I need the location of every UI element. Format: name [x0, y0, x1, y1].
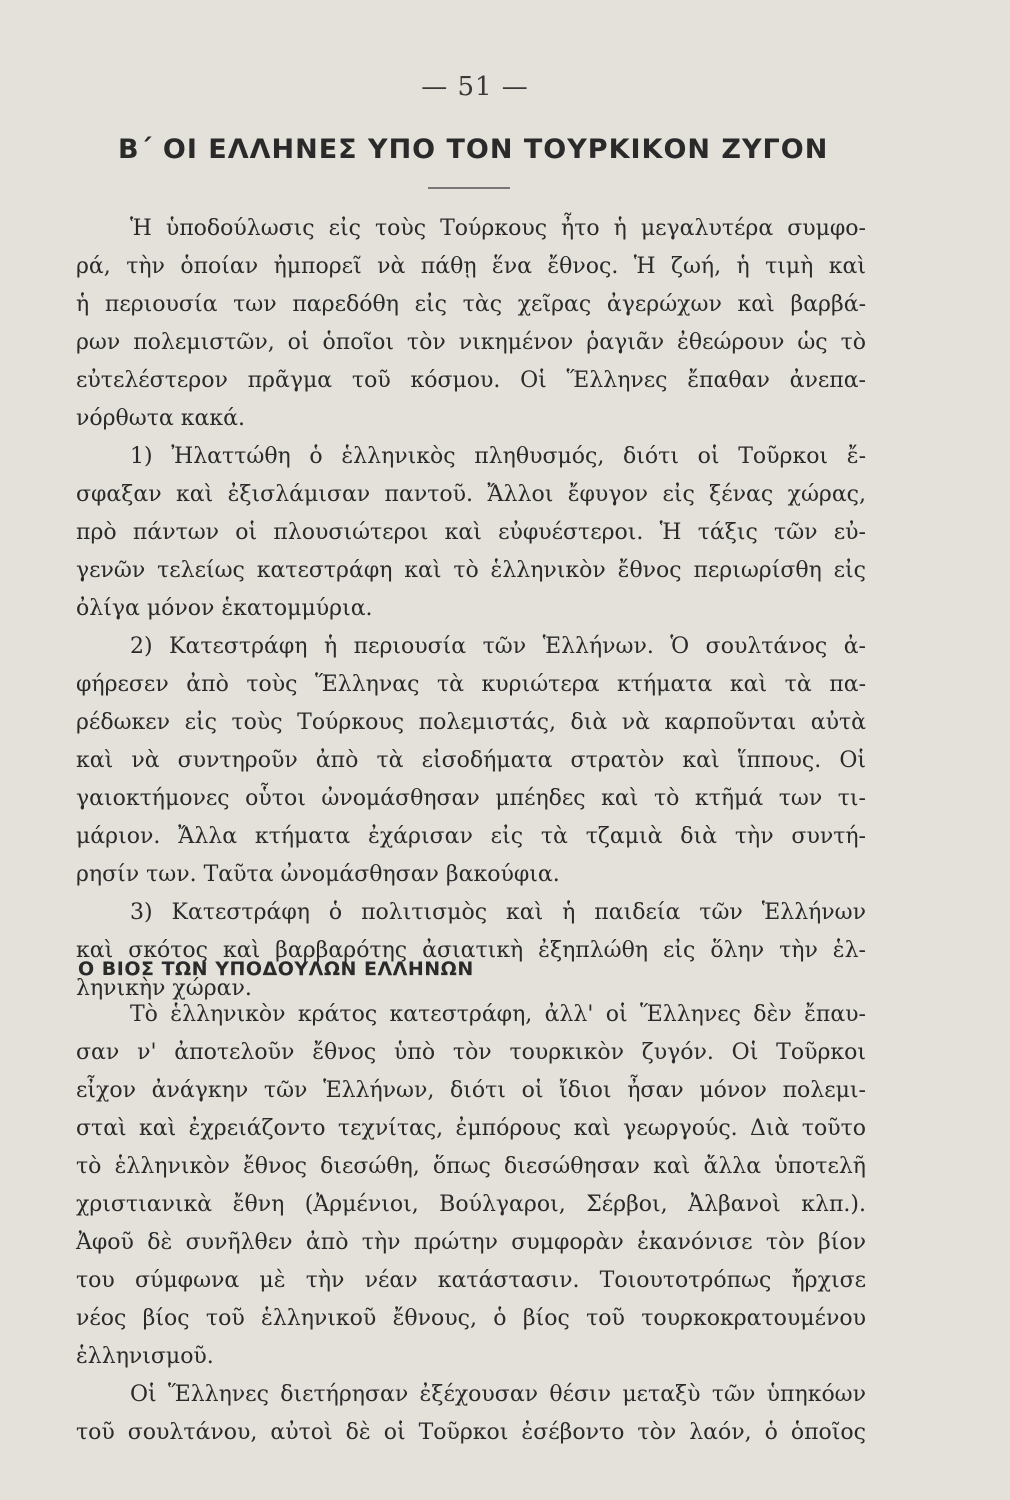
text-line: ὀλίγα μόνον ἑκατομμύρια.	[76, 596, 373, 621]
text-block-section	[76, 996, 866, 1452]
page-number: — 51 —	[421, 72, 529, 102]
text-line: καὶ σκότος καὶ βαρβαρότης ἀσιατικὴ ἐξηπλώθη εἰς ὅλην τὴν ἑλ-	[76, 938, 866, 963]
text-line: Οἱ Ἕλληνες διετήρησαν ἐξέχουσαν θέσιν μεταξὺ τῶν ὑπηκόων	[130, 1382, 866, 1407]
text-line: Τὸ ἑλληνικὸν κράτος κατεστράφη, ἀλλ' οἱ Ἕλληνες δὲν ἔπαυ-	[130, 1002, 866, 1027]
text-line: ρά, τὴν ὁποίαν ἠμπορεῖ νὰ πάθῃ ἕνα ἔθνος. Ἡ ζωή, ἡ τιμὴ καὶ	[76, 254, 866, 279]
text-line: νέος βίος τοῦ ἑλληνικοῦ ἔθνους, ὁ βίος τοῦ τουρκοκρατουμένου	[76, 1306, 866, 1331]
text-line: χριστιανικὰ ἔθνη (Ἀρμένιοι, Βούλγαροι, Σέρβοι, Ἀλβανοὶ κλπ.).	[76, 1192, 866, 1217]
text-line: 2) Κατεστράφη ἡ περιουσία τῶν Ἑλλήνων. Ὁ σουλτάνος ἀ-	[130, 634, 866, 659]
text-block-intro	[76, 210, 866, 1008]
text-line: 3) Κατεστράφη ὁ πολιτισμὸς καὶ ἡ παιδεία τῶν Ἑλλήνων	[130, 900, 866, 925]
text-line: εὐτελέστερον πρᾶγμα τοῦ κόσμου. Οἱ Ἕλληνες ἔπαθαν ἀνεπα-	[76, 368, 866, 393]
text-line: ρέδωκεν εἰς τοὺς Τούρκους πολεμιστάς, διὰ νὰ καρποῦνται αὐτὰ	[76, 710, 866, 735]
text-line: ἑλληνισμοῦ.	[76, 1344, 214, 1369]
text-line: ρων πολεμιστῶν, οἱ ὁποῖοι τὸν νικημένον ῥαγιᾶν ἐθεώρουν ὡς τὸ	[76, 330, 866, 355]
text-line: γενῶν τελείως κατεστράφη καὶ τὸ ἑλληνικὸν ἔθνος περιωρίσθη εἰς	[76, 558, 866, 583]
text-line: εἶχον ἀνάγκην τῶν Ἑλλήνων, διότι οἱ ἴδιοι ἦσαν μόνον πολεμι-	[76, 1078, 866, 1103]
text-line: ληνικὴν χώραν.	[76, 976, 252, 1001]
text-line: νόρθωτα κακά.	[76, 406, 245, 431]
text-line: σταὶ καὶ ἐχρειάζοντο τεχνίτας, ἐμπόρους καὶ γεωργούς. Διὰ τοῦτο	[76, 1116, 866, 1141]
text-line: τὸ ἑλληνικὸν ἔθνος διεσώθη, ὅπως διεσώθησαν καὶ ἄλλα ὑποτελῆ	[76, 1154, 866, 1179]
text-line: ἡ περιουσία των παρεδόθη εἰς τὰς χεῖρας ἀγερώχων καὶ βαρβά-	[76, 292, 866, 317]
text-line: φήρεσεν ἀπὸ τοὺς Ἕλληνας τὰ κυριώτερα κτήματα καὶ τὰ πα-	[76, 672, 866, 697]
text-line: πρὸ πάντων οἱ πλουσιώτεροι καὶ εὐφυέστεροι. Ἡ τάξις τῶν εὐ-	[76, 520, 866, 545]
text-line: γαιοκτήμονες οὗτοι ὠνομάσθησαν μπέηδες καὶ τὸ κτῆμά των τι-	[76, 786, 866, 811]
text-line: τοῦ σουλτάνου, αὐτοὶ δὲ οἱ Τοῦρκοι ἐσέβοντο τὸν λαόν, ὁ ὁποῖος	[76, 1420, 866, 1445]
text-line: σαν ν' ἀποτελοῦν ἔθνος ὑπὸ τὸν τουρκικὸν ζυγόν. Οἱ Τοῦρκοι	[76, 1040, 866, 1065]
text-line: 1) Ἠλαττώθη ὁ ἑλληνικὸς πληθυσμός, διότι οἱ Τοῦρκοι ἔ-	[130, 444, 866, 469]
text-line: Ἡ ὑποδούλωσις εἰς τοὺς Τούρκους ἦτο ἡ μεγαλυτέρα συμφο-	[130, 216, 866, 241]
text-line: Ἀφοῦ δὲ συνῆλθεν ἀπὸ τὴν πρώτην συμφορὰν ἐκανόνισε τὸν βίον	[76, 1230, 866, 1255]
section-title: Ο ΒΙΟΣ ΤΩΝ ΥΠΟΔΟΥΛΩΝ ΕΛΛΗΝΩΝ	[78, 958, 474, 980]
text-line: καὶ νὰ συντηροῦν ἀπὸ τὰ εἰσοδήματα στρατὸν καὶ ἵππους. Οἱ	[76, 748, 866, 773]
text-line: μάριον. Ἄλλα κτήματα ἐχάρισαν εἰς τὰ τζαμιὰ διὰ τὴν συντή-	[76, 824, 866, 849]
text-line: ρησίν των. Ταῦτα ὠνομάσθησαν βακούφια.	[76, 862, 560, 887]
title-divider	[428, 187, 510, 189]
text-line: του σύμφωνα μὲ τὴν νέαν κατάστασιν. Τοιουτοτρόπως ἤρχισε	[76, 1268, 866, 1293]
chapter-title: Β΄ ΟΙ ΕΛΛΗΝΕΣ ΥΠΟ ΤΟΝ ΤΟΥΡΚΙΚΟΝ ΖΥΓΟΝ	[118, 134, 829, 165]
text-line: σφαξαν καὶ ἐξισλάμισαν παντοῦ. Ἄλλοι ἔφυγον εἰς ξένας χώρας,	[76, 482, 866, 507]
